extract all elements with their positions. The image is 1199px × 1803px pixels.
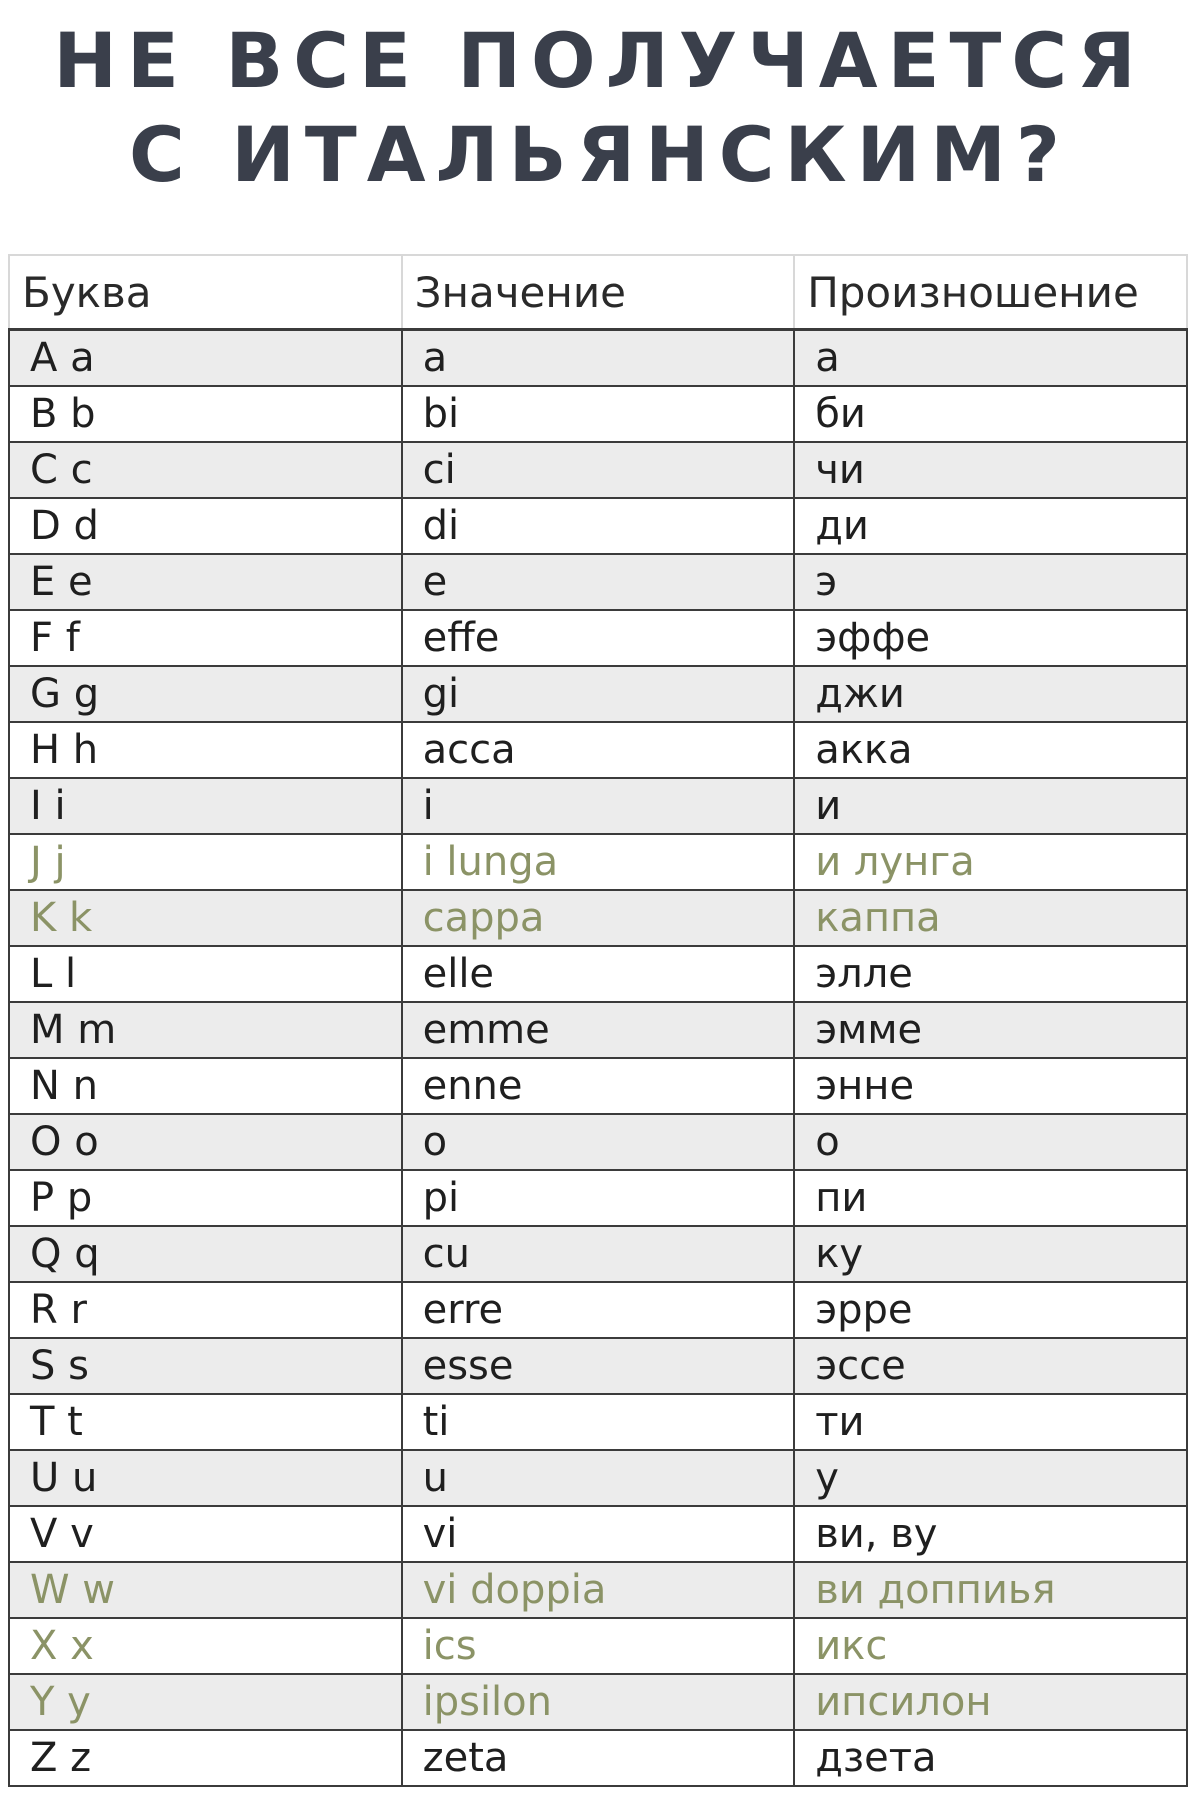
table-row [9, 330, 1187, 387]
table-row [9, 1170, 1187, 1226]
cell-name: ipsilon [402, 1674, 795, 1730]
cell-name: esse [402, 1338, 795, 1394]
cell-letter: X x [9, 1618, 402, 1674]
cell-letter: J j [9, 834, 402, 890]
cell-pronunciation: ипсилон [794, 1674, 1187, 1730]
cell-letter: N n [9, 1058, 402, 1114]
cell-letter: W w [9, 1562, 402, 1618]
cell-letter: L l [9, 946, 402, 1002]
cell-letter: A a [9, 330, 402, 387]
cell-letter: T t [9, 1394, 402, 1450]
cell-letter: I i [9, 778, 402, 834]
cell-name: di [402, 498, 795, 554]
table-row [9, 1226, 1187, 1282]
cell-pronunciation: у [794, 1450, 1187, 1506]
cell-name: pi [402, 1170, 795, 1226]
cell-name: cappa [402, 890, 795, 946]
table-row [9, 1618, 1187, 1674]
cell-pronunciation: ви доппиья [794, 1562, 1187, 1618]
table-row [9, 554, 1187, 610]
cell-pronunciation: дзета [794, 1730, 1187, 1786]
cell-name: vi doppia [402, 1562, 795, 1618]
cell-name: enne [402, 1058, 795, 1114]
cell-name: vi [402, 1506, 795, 1562]
cell-letter: C c [9, 442, 402, 498]
cell-name: i lunga [402, 834, 795, 890]
table-row [9, 1282, 1187, 1338]
table-row [9, 1562, 1187, 1618]
cell-pronunciation: джи [794, 666, 1187, 722]
cell-letter: H h [9, 722, 402, 778]
cell-pronunciation: энне [794, 1058, 1187, 1114]
cell-pronunciation: и лунга [794, 834, 1187, 890]
title-line-1: НЕ ВСЕ ПОЛУЧАЕТСЯ [53, 16, 1146, 105]
table-row [9, 890, 1187, 946]
cell-letter: S s [9, 1338, 402, 1394]
table-row [9, 442, 1187, 498]
cell-pronunciation: пи [794, 1170, 1187, 1226]
alphabet-table [8, 254, 1188, 1787]
cell-pronunciation: элле [794, 946, 1187, 1002]
cell-letter: E e [9, 554, 402, 610]
cell-pronunciation: ди [794, 498, 1187, 554]
cell-letter: Z z [9, 1730, 402, 1786]
table-row [9, 1002, 1187, 1058]
cell-letter: B b [9, 386, 402, 442]
cell-pronunciation: би [794, 386, 1187, 442]
table-row [9, 946, 1187, 1002]
cell-pronunciation: эффе [794, 610, 1187, 666]
cell-pronunciation: и [794, 778, 1187, 834]
cell-pronunciation: эмме [794, 1002, 1187, 1058]
cell-name: erre [402, 1282, 795, 1338]
cell-name: ti [402, 1394, 795, 1450]
table-row [9, 834, 1187, 890]
cell-letter: D d [9, 498, 402, 554]
table-row [9, 1506, 1187, 1562]
cell-name: cu [402, 1226, 795, 1282]
cell-name: ci [402, 442, 795, 498]
cell-name: e [402, 554, 795, 610]
cell-name: elle [402, 946, 795, 1002]
table-row [9, 610, 1187, 666]
table-row [9, 1394, 1187, 1450]
table-row [9, 666, 1187, 722]
cell-pronunciation: акка [794, 722, 1187, 778]
cell-name: acca [402, 722, 795, 778]
table-row [9, 498, 1187, 554]
cell-letter: R r [9, 1282, 402, 1338]
cell-pronunciation: э [794, 554, 1187, 610]
cell-pronunciation: ви, ву [794, 1506, 1187, 1562]
cell-letter: V v [9, 1506, 402, 1562]
table-row [9, 778, 1187, 834]
cell-pronunciation: чи [794, 442, 1187, 498]
table-row [9, 1730, 1187, 1786]
cell-name: i [402, 778, 795, 834]
cell-name: ics [402, 1618, 795, 1674]
cell-pronunciation: каппа [794, 890, 1187, 946]
table-row [9, 1450, 1187, 1506]
cell-pronunciation: о [794, 1114, 1187, 1170]
table-row [9, 386, 1187, 442]
table-header-row [9, 255, 1187, 330]
cell-pronunciation: а [794, 330, 1187, 387]
cell-name: a [402, 330, 795, 387]
cell-letter: O o [9, 1114, 402, 1170]
cell-name: effe [402, 610, 795, 666]
cell-letter: K k [9, 890, 402, 946]
table-body [9, 330, 1187, 1787]
cell-letter: U u [9, 1450, 402, 1506]
cell-pronunciation: ти [794, 1394, 1187, 1450]
cell-name: bi [402, 386, 795, 442]
cell-name: zeta [402, 1730, 795, 1786]
cell-pronunciation: эрре [794, 1282, 1187, 1338]
cell-pronunciation: ку [794, 1226, 1187, 1282]
cell-letter: F f [9, 610, 402, 666]
cell-letter: G g [9, 666, 402, 722]
cell-letter: P p [9, 1170, 402, 1226]
cell-pronunciation: эссе [794, 1338, 1187, 1394]
cell-letter: Y y [9, 1674, 402, 1730]
table-row [9, 1114, 1187, 1170]
table-row [9, 1674, 1187, 1730]
table-row [9, 722, 1187, 778]
column-header-letter: Буква [9, 255, 402, 330]
table-row [9, 1338, 1187, 1394]
cell-pronunciation: икс [794, 1618, 1187, 1674]
cell-name: o [402, 1114, 795, 1170]
title-line-2: С ИТАЛЬЯНСКИМ? [129, 110, 1070, 199]
cell-letter: Q q [9, 1226, 402, 1282]
page-title [0, 14, 1199, 202]
table-row [9, 1058, 1187, 1114]
cell-name: emme [402, 1002, 795, 1058]
column-header-name: Значение [402, 255, 795, 330]
cell-name: u [402, 1450, 795, 1506]
cell-letter: M m [9, 1002, 402, 1058]
column-header-pronunciation: Произношение [794, 255, 1187, 330]
cell-name: gi [402, 666, 795, 722]
